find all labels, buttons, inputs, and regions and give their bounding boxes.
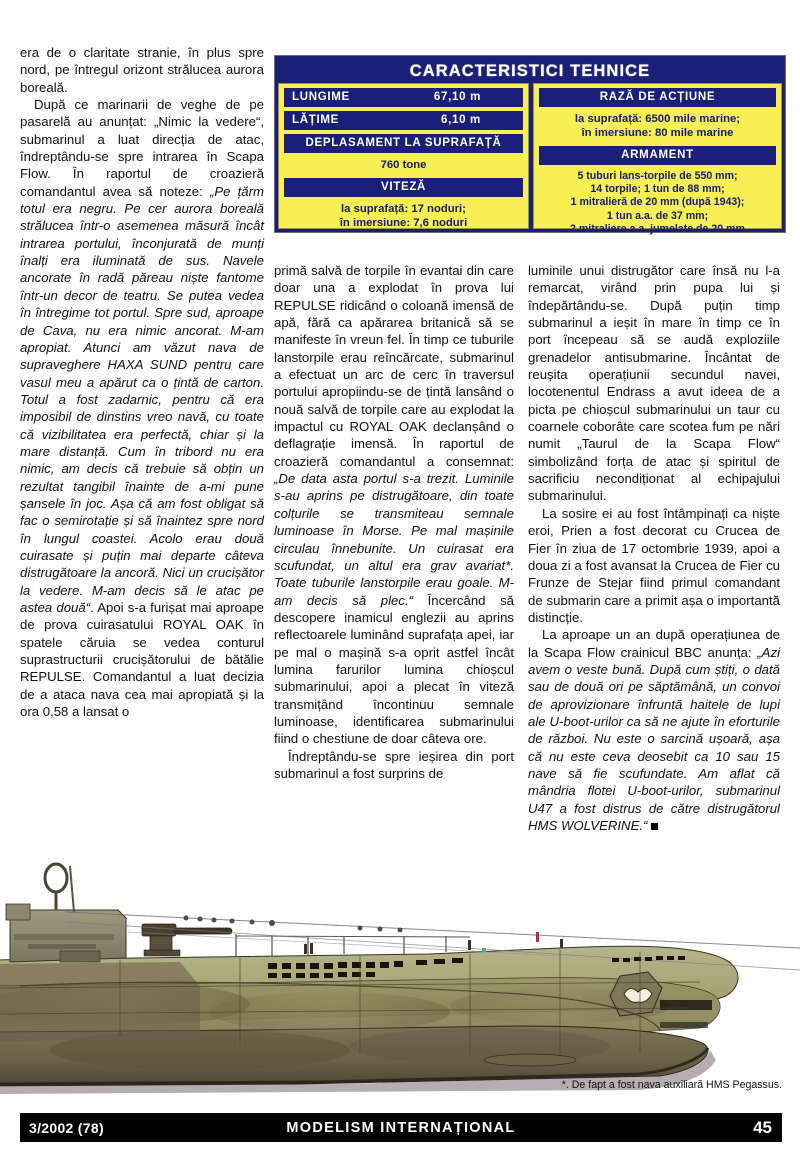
spec-header-deplasament: DEPLASAMENT LA SUPRAFAȚĂ bbox=[284, 134, 523, 153]
paragraph-left-2 bbox=[20, 96, 264, 720]
armament-line-2: 14 torpile; 1 tun de 88 mm; bbox=[590, 183, 725, 196]
footnote: *. De fapt a fost nava auxiliară HMS Pegassus. bbox=[561, 1079, 782, 1091]
spec-value-latime: 6,10 m bbox=[440, 114, 481, 126]
u-boat-profile-drawing bbox=[0, 836, 800, 1098]
spec-value-deplasament bbox=[284, 157, 523, 174]
tower-band-2 bbox=[28, 944, 96, 949]
paragraph-right-1: luminile unui distrugător care însă nu l-a remarcat, virând prin pupa lui și îndepărtându-se. După puțin timp submarinul a ieșit în mare în timp ce în port începeau să se audă exploziile grenadelor antisubmarine. Încântat de reușita operațiunii secundul navei, locotenentul Endrass a avut ideea de a picta pe chioșcul submarinului un taur cu coarnele coborâte care scotea fum pe nări numit „Taurul de la Scapa Flow“ simbolizând forța de atac și spiritul de sacrificiu necondiționat al echipajului submarinului. bbox=[528, 263, 780, 504]
paragraph-mid-1-tail: Încercând să descopere inamicul englezii au aprins reflectoarele luminând suprafața apei, iar pe mal o mașină s-a oprit astfel încât lumina farurilor lumina chioșcul submarinului, apoi a plecat în viteză transmițând încontinuu semnale luminoase, identificarea submarinului fiind o chestiune de doar câteva ore. bbox=[274, 592, 515, 747]
spec-value-viteza bbox=[284, 201, 523, 232]
tower-band bbox=[14, 934, 114, 940]
paragraph-right-3 bbox=[528, 626, 780, 834]
torpedo-tube-outline bbox=[484, 1054, 576, 1066]
paragraph-left-2-quote: „Pe țărm totul era negru. Pe cer aurora boreală strălucea într-o asemenea măsură încât intrarea portului, înconjurată de munți înalți era iluminată de sus. Navele ancorate în radă păreau niște fantome într-un decor de teatru. Se putea vedea în întregime tot portul. Spre sud, aproape de Cava, nu era nimic ancorat. M-am apropiat. Atunci am văzut nava de supraveghere HAXA SUND pentru care vasul meu a apărut ca o țintă de carton. Totul a fost zadarnic, pentru că era imposibil de dinstins vreo navă, cu toate că vizibilitatea era perfectă, chiar și la mare distanță. Cum în tribord nu era nimic, am decis că trebuie să obțin un rezultat tangibil înainte de a-mi pune șansele în joc. Așa că am fost obligat să fac o semirotație și să înaintez spre nord în lungul coastei. Acolo erau două cuirasate și puțin mai departe câteva distrugătoare la ancoră. Nici un crucișător la vedere. M-am decis să le atac pe astea două“ bbox=[20, 183, 265, 615]
spec-row-latime bbox=[284, 111, 523, 130]
specs-left-column bbox=[278, 83, 529, 229]
paragraph-right-3-quote: „Azi avem o veste bună. După cum știți, o dată sau de două ori pe săptămână, un convoi de aprovizionare înfruntă haitele de lupi ale U-boot-urilor ca să ne ajute în eforturile de război. Nu este o sarcină ușoară, așa că nu este ceva deosebit ca 10 sau 15 nave să fie scufundate. Am aflat că mândria flotei U-boot-urilor, submarinul U47 a fost distrus de către distrugătorul HMS WOLVERINE.“ bbox=[528, 644, 780, 833]
paragraph-left-1: era de o claritate stranie, în plus spre nord, pe întregul orizont strălucea aurora boreală. bbox=[20, 45, 264, 95]
page-footer bbox=[20, 1113, 782, 1142]
viteza-line-2: în imersiune: 7,6 noduri bbox=[339, 217, 468, 229]
armament-line-1: 5 tuburi lans-torpile de 550 mm; bbox=[577, 170, 738, 182]
raza-line-1: la suprafață: 6500 mile marine; bbox=[574, 113, 741, 125]
page-number: 45 bbox=[753, 1117, 772, 1137]
spec-header-viteza: VITEZĂ bbox=[284, 178, 523, 197]
spec-header-raza: RAZĂ DE ACȚIUNE bbox=[539, 88, 776, 107]
paragraph-mid-1-lead: primă salvă de torpile în evantai din care doar una a explodat în prova lui REPULSE ridicând o coloană imensă de apă, fără ca apărarea britanică să se manifeste în vreun fel. În timp ce tuburile lanstorpile erau reîncărcate, submarinul a efectuat un arc de cerc în traversul portului apropiindu-se de țintă lansând o nouă salvă de torpile care au explodat la impactul cu ROYAL OAK declanșând o deflagrație imensă. În raportul de croazieră comandantul a consemnat: bbox=[274, 263, 514, 469]
marker-cyan bbox=[482, 948, 486, 952]
specs-table-title: CARACTERISTICI TEHNICE bbox=[409, 62, 651, 80]
df-loop-antenna bbox=[45, 864, 67, 892]
paragraph-right-2: La sosire ei au fost întâmpinați ca niște eroi, Prien a fost decorat cu Crucea de Fier în ziua de 17 octombrie 1939, apoi a doua zi a fost avansat la Crucea de Fier cu Frunze de Stejar fiind primul comandant de submarin care a primit așa o importantă distincție. bbox=[528, 505, 780, 625]
spec-label-latime: LĂȚIME bbox=[292, 114, 339, 126]
armament-line-5: 2 mitraliere a.a. jumelate de 20 mm bbox=[570, 222, 745, 235]
paragraph-left-2-lead: După ce marinarii de veghe de pe pasarelă au anunțat: „Nimic la vedere“, submarinul a luat direcția de atac, îndreptându-se spre intrarea în Scapa Flow. În raportul de croazieră comandantul avea să noteze: bbox=[20, 97, 264, 199]
end-of-article-marker bbox=[651, 823, 658, 830]
paragraph-left-2-tail: . Apoi s-a furișat mai aproape de prova cuirasatului ROYAL OAK în spatele căruia se vedea conturul suprastructurii crucișătorului de bătălie REPULSE. Comandantul a luat decizia de a ataca nava cea mai apropiată și la ora 0,58 a lansat o bbox=[20, 600, 264, 720]
paragraph-mid-2: Îndreptându-se spre ieșirea din port submarinul a fost surprins de bbox=[274, 748, 514, 781]
article-column-left bbox=[20, 44, 264, 720]
raza-line-2: în imersiune: 80 mile marine bbox=[581, 127, 734, 139]
spec-row-lungime bbox=[284, 88, 523, 107]
specs-table-body bbox=[278, 83, 782, 235]
paragraph-mid-1-quote: „De data asta portul s-a trezit. Luminile s-au aprins pe distrugătoare, din toate colțurile se transmiteau semnale luminoase în Morse. Pe mal mașinile circulau înnebunite. Un cuirasat era scufundat, un altul era grav avariat*. Toate tuburile lanstorpile erau goale. M-am decis să plec.“ bbox=[274, 471, 514, 608]
submarine-illustration bbox=[0, 836, 800, 1098]
technical-specs-table bbox=[274, 55, 786, 233]
tower-box bbox=[60, 951, 100, 962]
armament-line-3: 1 mitralieră de 20 mm (după 1943); bbox=[570, 196, 745, 209]
armament-line-4: 1 tun a.a. de 37 mm; bbox=[606, 209, 709, 222]
specs-right-column bbox=[533, 83, 782, 235]
attack-periscope bbox=[70, 866, 74, 912]
viteza-line-1: la suprafață: 17 noduri; bbox=[341, 203, 466, 215]
foredeck-shadow bbox=[0, 962, 200, 1042]
spec-value-lungime: 67,10 m bbox=[433, 91, 481, 103]
bow-slot bbox=[660, 1022, 708, 1028]
paragraph-right-3-lead: La aproape un an după operațiunea de la Scapa Flow crainicul BBC anunța: bbox=[528, 627, 780, 660]
magazine-title: MODELISM INTERNAȚIONAL bbox=[286, 1119, 516, 1136]
spec-value-armament bbox=[539, 169, 776, 238]
spec-header-armament: ARMAMENT bbox=[539, 146, 776, 165]
deck-railing bbox=[236, 934, 470, 956]
spec-value-raza bbox=[539, 111, 776, 142]
article-column-middle bbox=[274, 262, 514, 782]
flag-marker-red bbox=[536, 932, 539, 942]
issue-number: 3/2002 (78) bbox=[29, 1119, 104, 1136]
conning-tower bbox=[6, 864, 126, 962]
deck-gun-88mm bbox=[142, 924, 232, 956]
spec-label-lungime: LUNGIME bbox=[292, 91, 350, 103]
paragraph-mid-1 bbox=[274, 262, 514, 748]
tower-fairing bbox=[6, 904, 30, 920]
deplasament-value-line: 760 tone bbox=[380, 159, 427, 171]
article-column-right bbox=[528, 262, 780, 834]
